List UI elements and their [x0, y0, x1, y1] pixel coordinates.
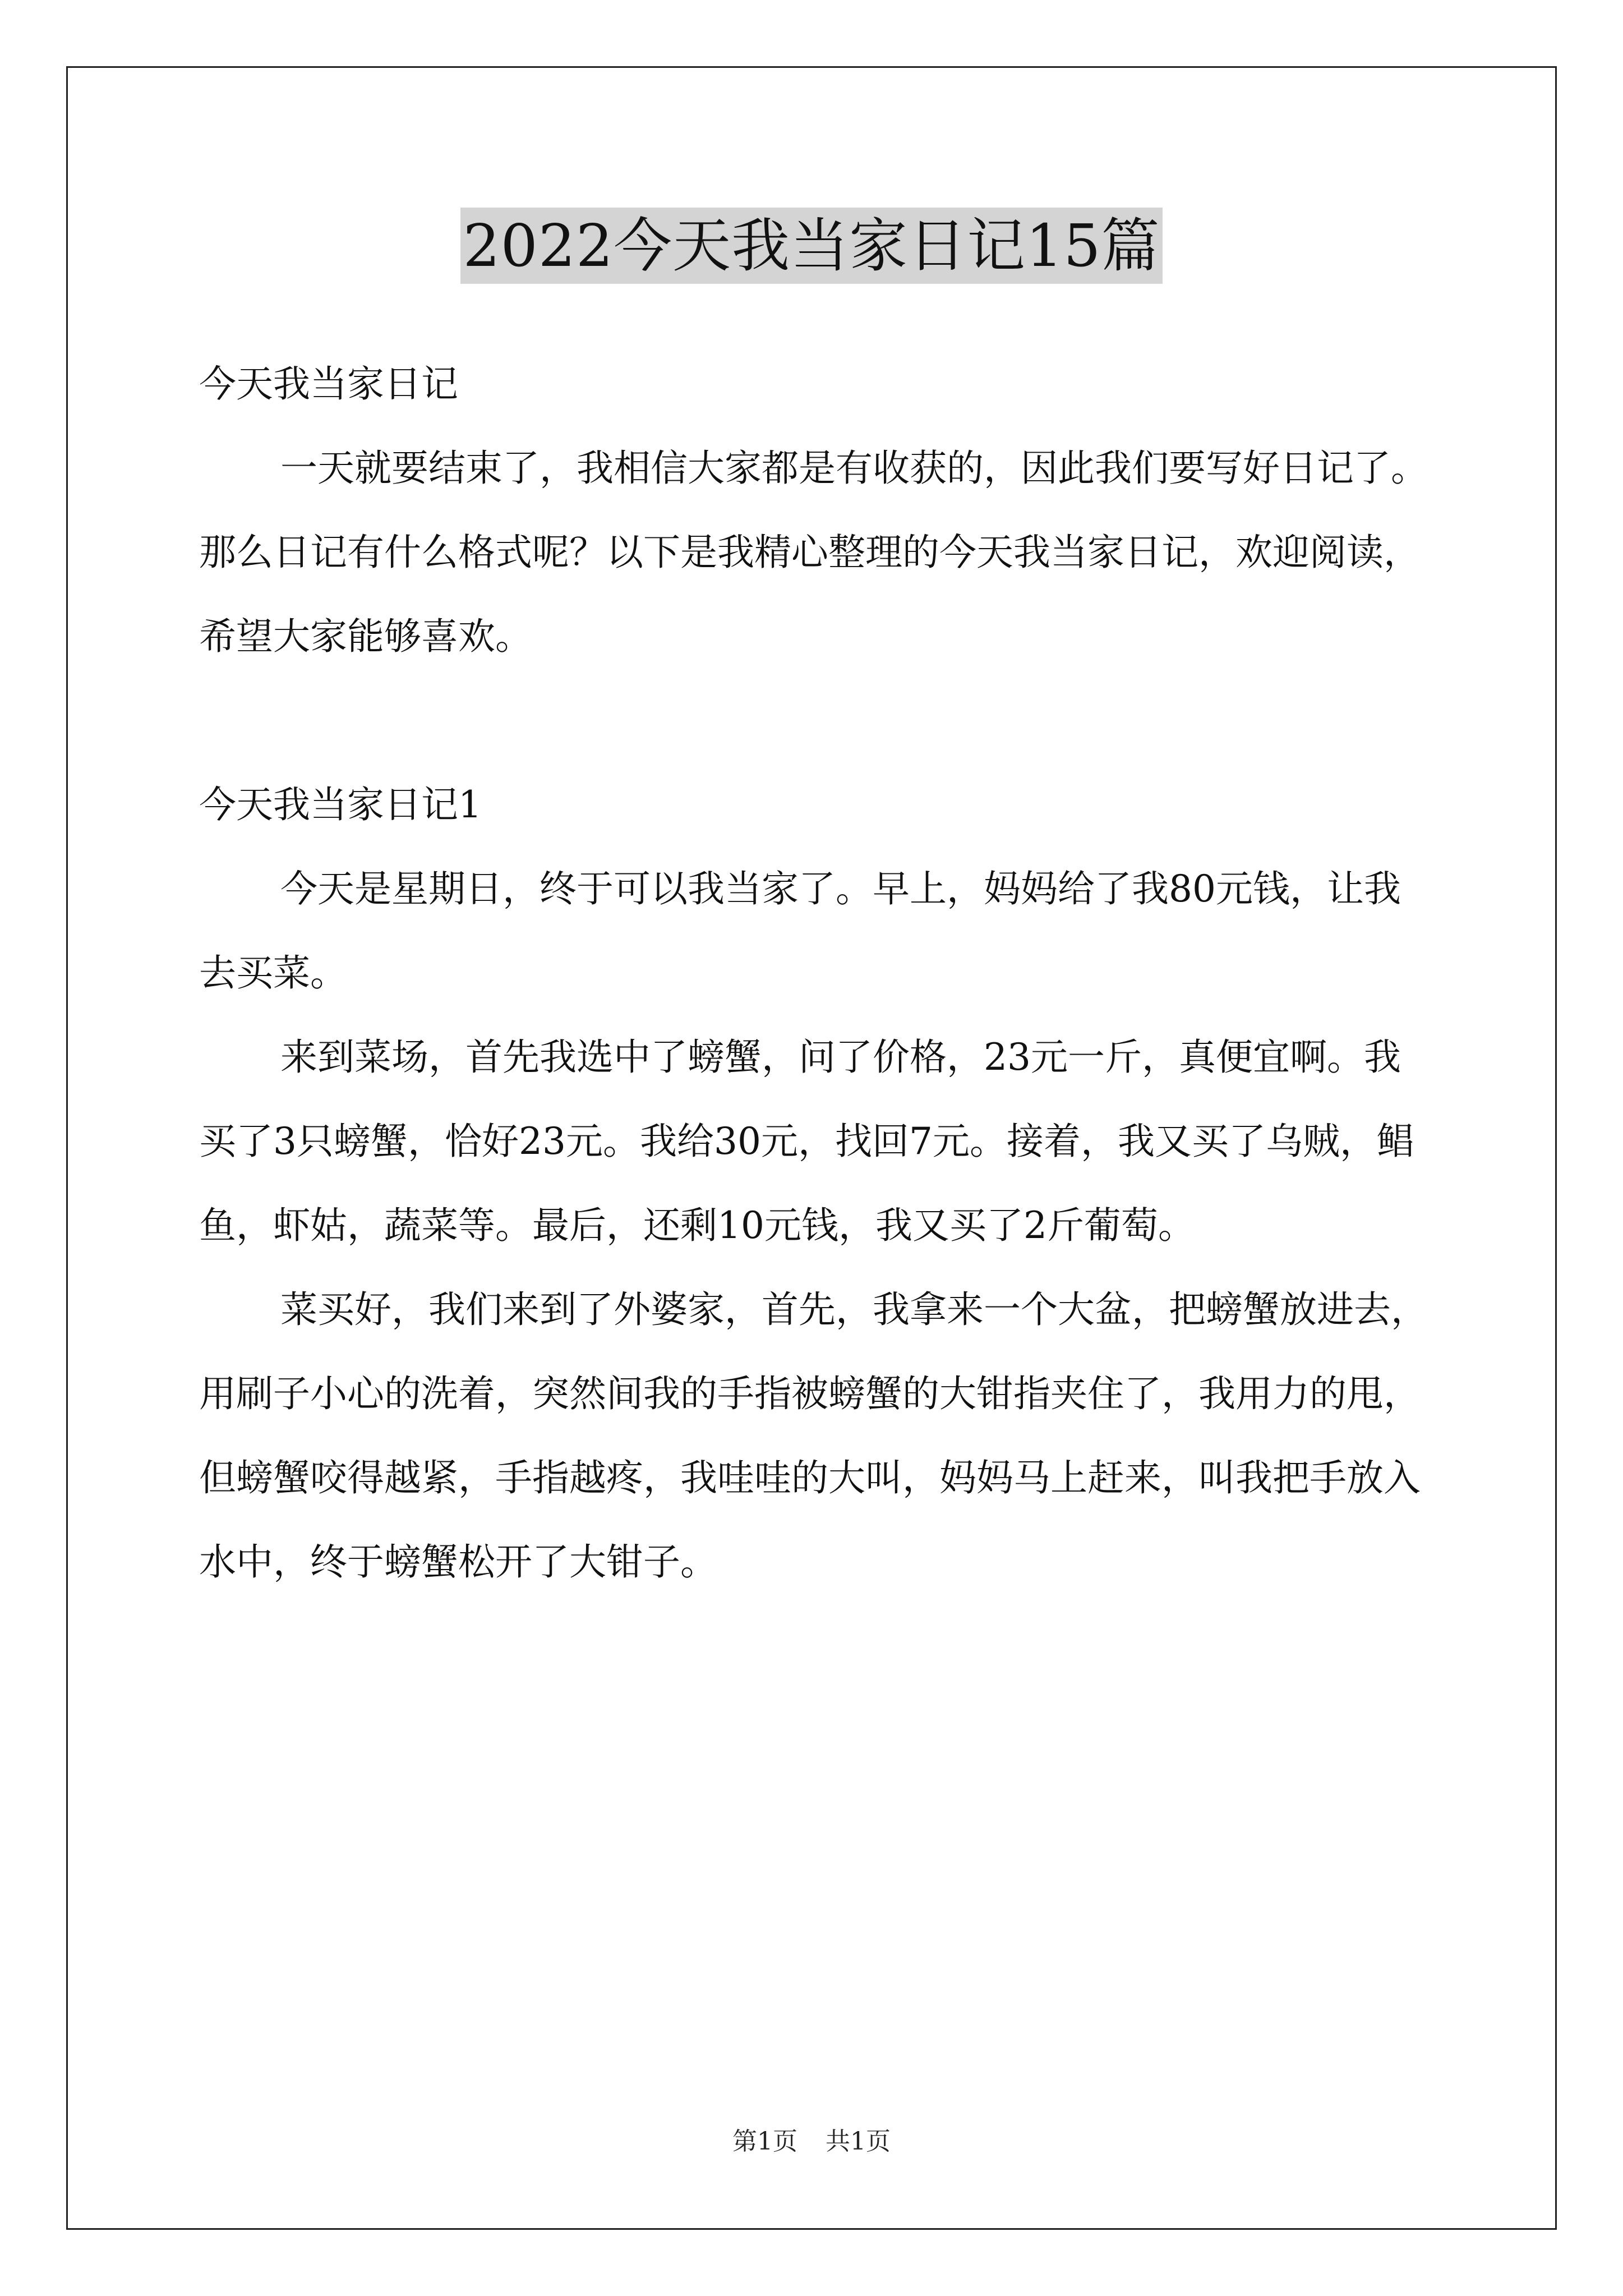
page-number: 第1页 [732, 2127, 797, 2156]
document-title: 2022今天我当家日记15篇 [460, 208, 1162, 284]
intro-heading: 今天我当家日记 [199, 362, 458, 406]
title-container [0, 208, 1623, 284]
page-total: 共1页 [826, 2127, 891, 2156]
section-heading: 今天我当家日记1 [199, 783, 482, 826]
document-body [199, 342, 1433, 1604]
body-paragraph: 菜买好，我们来到了外婆家，首先，我拿来一个大盆，把螃蟹放进去，用刷子小心的洗着，突然间我的手指被螃蟹的大钳指夹住了，我用力的甩，但螃蟹咬得越紧，手指越疼，我哇哇的大叫，妈妈马上赶来，叫我把手放入水中，终于螃蟹松开了大钳子。 [199, 1288, 1428, 1584]
page-footer [0, 2125, 1623, 2159]
section-spacer [199, 679, 1433, 763]
body-paragraph: 今天是星期日，终于可以我当家了。早上，妈妈给了我80元钱，让我去买菜。 [199, 867, 1401, 995]
intro-paragraph: 一天就要结束了，我相信大家都是有收获的，因此我们要写好日记了。那么日记有什么格式呢？以下是我精心整理的今天我当家日记，欢迎阅读，希望大家能够喜欢。 [199, 447, 1428, 658]
body-paragraph: 来到菜场，首先我选中了螃蟹，问了价格，23元一斤，真便宜啊。我买了3只螃蟹，恰好23元。我给30元，找回7元。接着，我又买了乌贼，鲳鱼，虾姑，蔬菜等。最后，还剩10元钱，我又买了2斤葡萄。 [199, 1036, 1414, 1247]
